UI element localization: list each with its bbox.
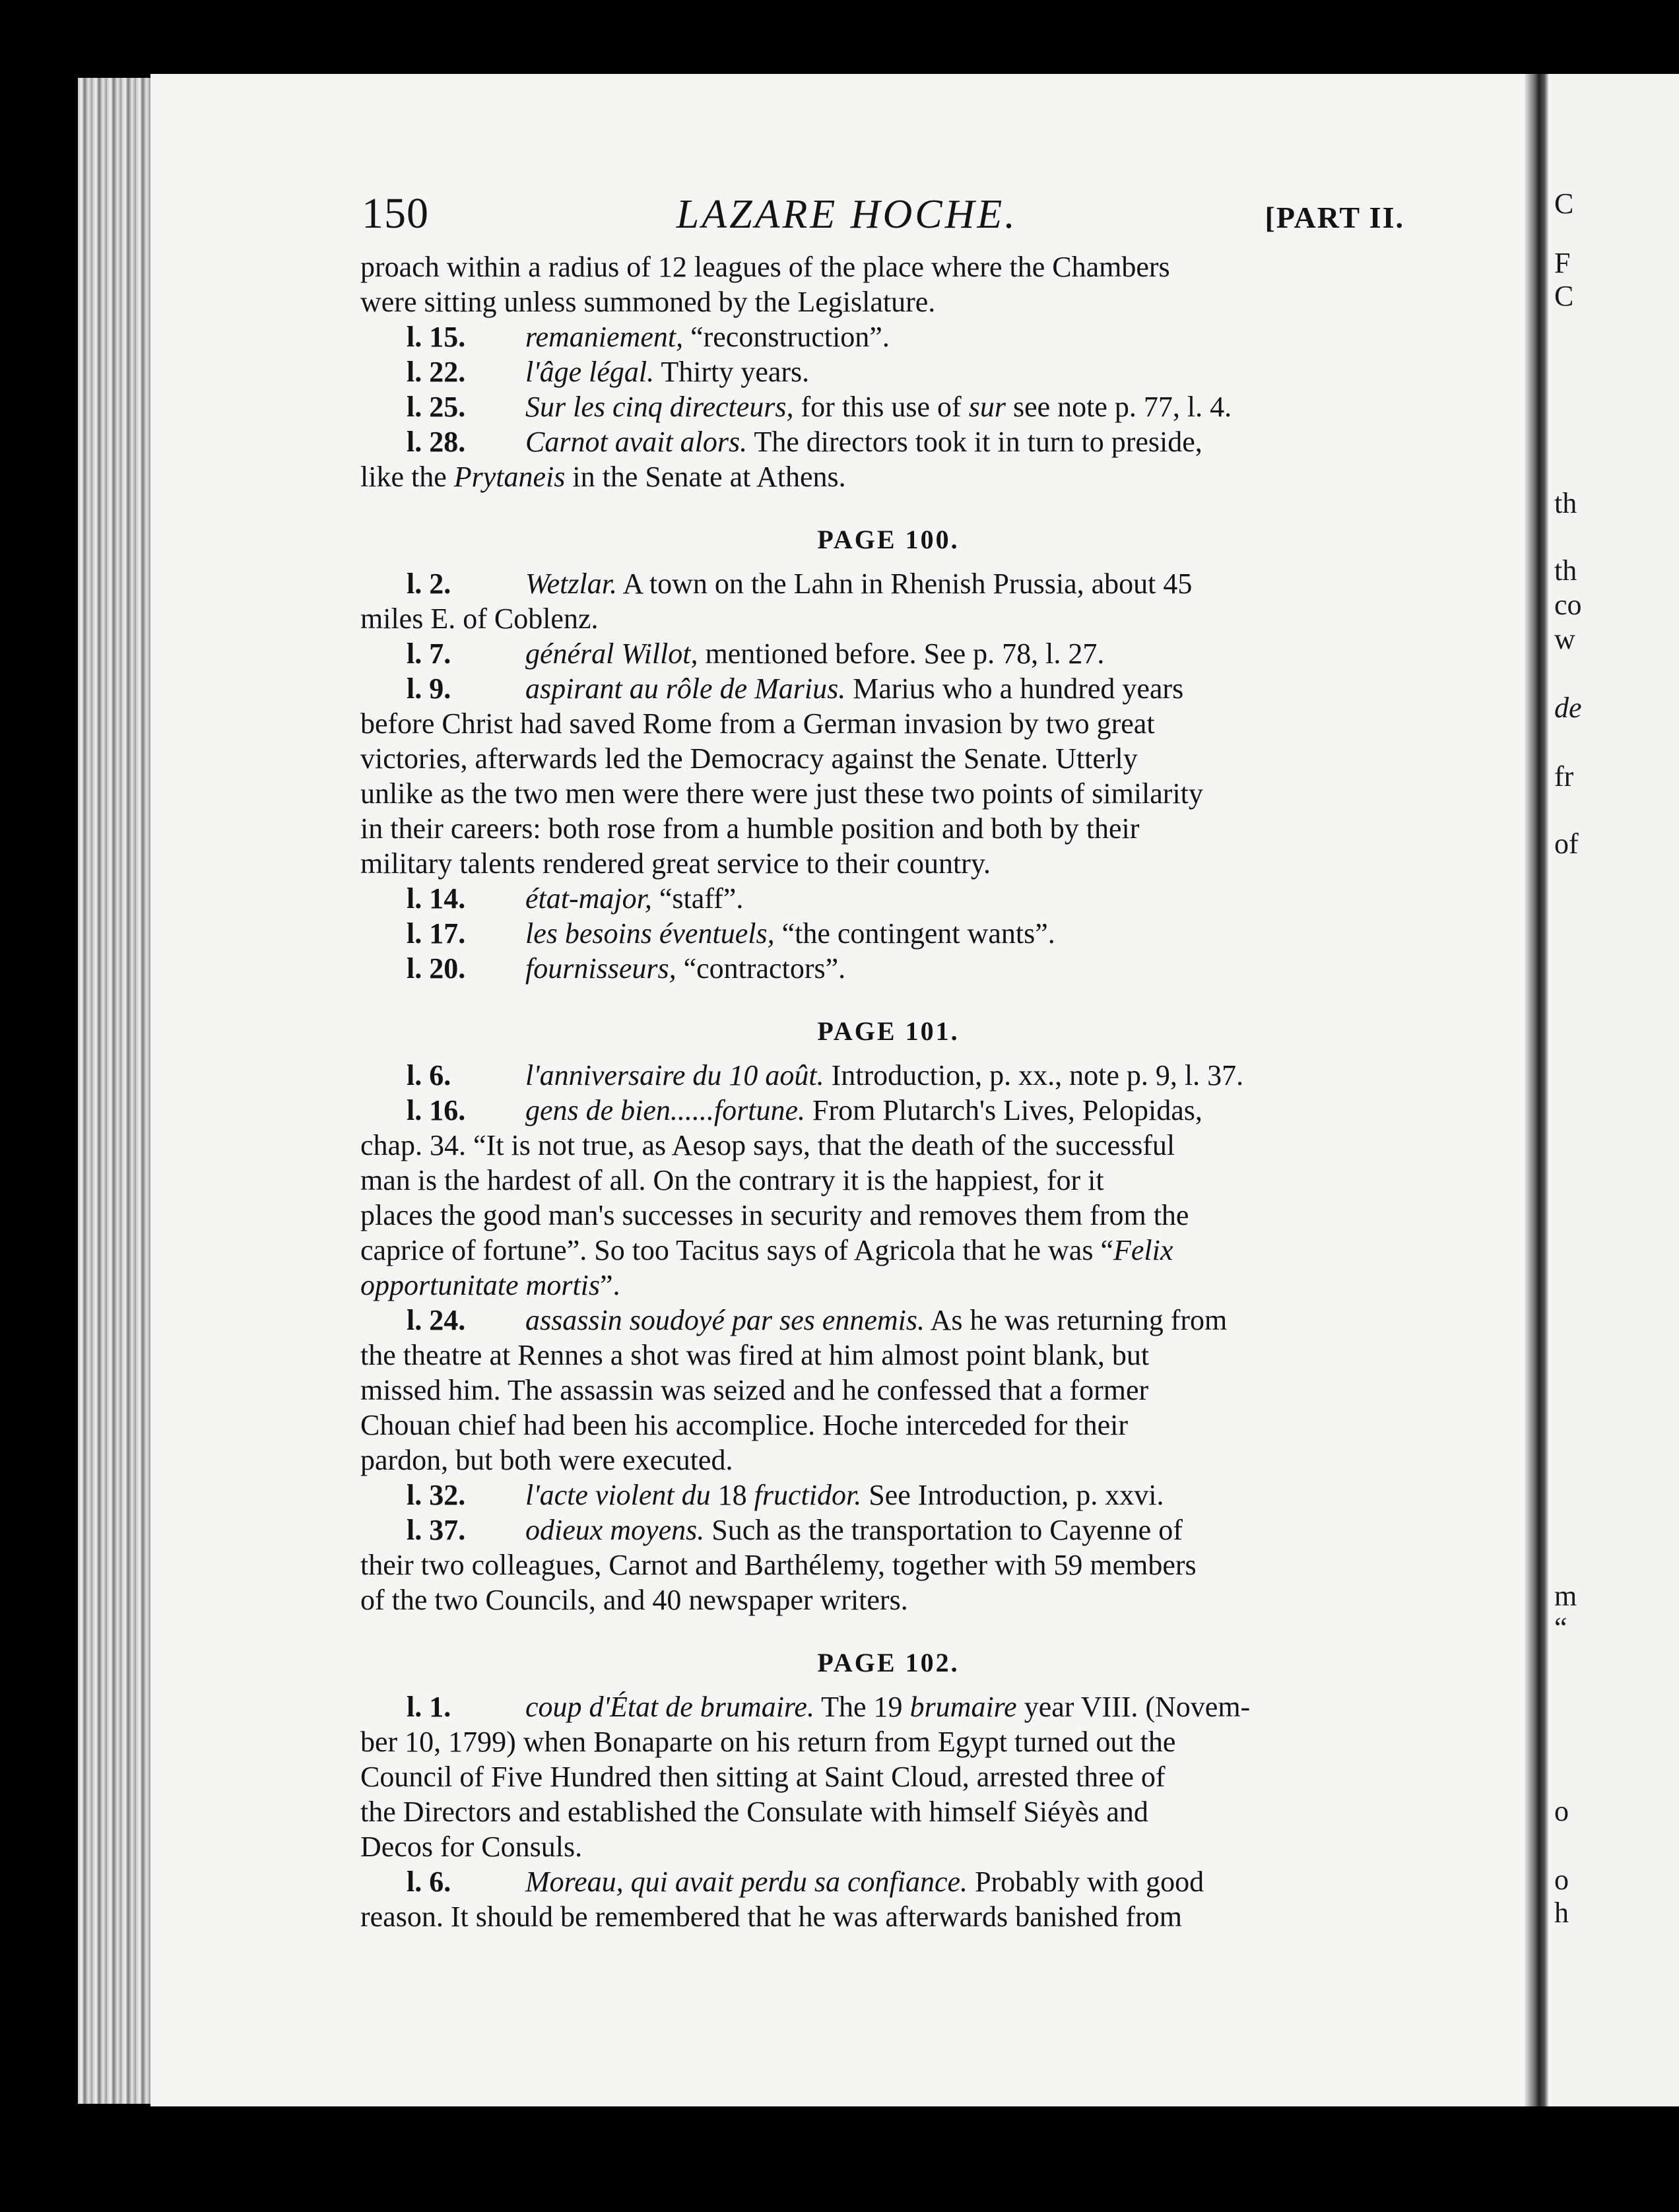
note-entry [360,566,1416,601]
line-ref: l. 1. [407,1691,451,1723]
note-text: for this use of [793,391,969,423]
continued-line: places the good man's successes in security and removes them from the [360,1199,1189,1231]
note-text: year VIII. (Novem- [1016,1691,1251,1723]
note-term: brumaire [909,1691,1017,1723]
continued-line: of the two Councils, and 40 newspaper writers. [360,1584,908,1616]
note-entry [360,319,1416,354]
note-entry [360,1513,1416,1547]
continued-line: the theatre at Rennes a shot was fired at him almost point blank, but [360,1339,1150,1371]
facing-page-fragment: th [1554,554,1577,587]
note-term: Moreau, qui avait perdu sa confiance. [525,1866,968,1898]
note-term: état-major, [525,882,652,915]
facing-page-fragment: F [1554,247,1571,279]
note-entry [360,1058,1416,1093]
continued-line: ber 10, 1799) when Bonaparte on his return from Egypt turned out the [360,1726,1176,1758]
continued-line: military talents rendered great service to their country. [360,847,991,880]
continued-line: victories, afterwards led the Democracy against the Senate. Utterly [360,742,1138,775]
note-text: 18 [710,1479,754,1511]
facing-page-fragment: h [1554,1897,1569,1929]
note-text: See Introduction, p. xxvi. [861,1479,1164,1511]
note-entry [360,671,1416,706]
note-text: Probably with good [968,1866,1204,1898]
line-ref: l. 14. [407,882,466,915]
line-ref: l. 9. [407,672,451,705]
continued-line: the Directors and established the Consulate with himself Siéyès and [360,1796,1148,1828]
note-text: The directors took it in turn to preside, [747,426,1202,458]
running-title: LAZARE HOCHE. [676,192,1018,237]
note-text: Introduction, p. xx., note p. 9, l. 37. [824,1059,1244,1091]
note-text: From Plutarch's Lives, Pelopidas, [805,1094,1202,1126]
note-term: les besoins éventuels, [525,917,775,950]
page-number: 150 [362,189,429,238]
note-entry [360,636,1416,671]
line-ref: l. 32. [407,1479,466,1511]
continued-line: in their careers: both rose from a humble position and both by their [360,812,1140,845]
notes-body [360,249,1416,1934]
line-ref: l. 24. [407,1304,466,1336]
note-entry [360,1864,1416,1899]
facing-page-fragment: o [1554,1864,1569,1896]
note-term: sur [968,391,1006,423]
line-ref: l. 15. [407,321,466,353]
facing-page-fragment: fr [1554,760,1574,793]
continued-line: chap. 34. “It is not true, as Aesop says, that the death of the successful [360,1129,1175,1161]
facing-page-fragment: m [1554,1580,1577,1612]
note-text: “contractors”. [676,952,846,985]
continued-line: miles E. of Coblenz. [360,602,599,635]
continued-line: proach within a radius of 12 leagues of the place where the Chambers [360,251,1170,283]
line-ref: l. 17. [407,917,466,950]
continued-line: missed him. The assassin was seized and he confessed that a former [360,1374,1149,1406]
note-term: odieux moyens. [525,1514,705,1546]
line-ref: l. 16. [407,1094,466,1126]
continued-line: caprice of fortune”. So too Tacitus says of Agricola that he was “Felix [360,1234,1173,1266]
note-text: As he was returning from [924,1304,1228,1336]
note-entry [360,916,1416,951]
note-entry [360,1689,1416,1724]
note-term: Carnot avait alors. [525,426,748,458]
continued-line: opportunitate mortis”. [360,1269,620,1301]
continued-line: before Christ had saved Rome from a German invasion by two great [360,707,1155,740]
note-entry [360,354,1416,389]
continued-line: unlike as the two men were there were just these two points of similarity [360,777,1203,810]
facing-page-fragment: co [1554,589,1582,621]
continued-line: Council of Five Hundred then sitting at Saint Cloud, arrested three of [360,1761,1166,1793]
note-entry [360,1478,1416,1513]
note-text: A town on the Lahn in Rhenish Prussia, about 45 [616,568,1193,600]
section-heading-page-101: PAGE 101. [817,1016,960,1046]
note-entry [360,1093,1416,1128]
note-term: fournisseurs, [525,952,676,985]
line-ref: l. 22. [407,356,466,388]
note-term: gens de bien......fortune. [525,1094,806,1126]
note-text: “staff”. [651,882,744,915]
continued-line: Decos for Consuls. [360,1831,583,1863]
note-term: l'anniversaire du 10 août. [525,1059,824,1091]
page-edges [78,78,150,2104]
facing-page-fragment: w [1554,623,1575,655]
running-head [362,189,1404,248]
note-text: Marius who a hundred years [845,672,1184,705]
part-label: [PART II. [1265,201,1404,234]
line-ref: l. 6. [407,1059,451,1091]
continued-line: Chouan chief had been his accomplice. Hoche interceded for their [360,1409,1129,1441]
line-ref: l. 37. [407,1514,466,1546]
line-ref: l. 2. [407,568,451,600]
note-entry [360,881,1416,916]
note-term: général Willot, [525,637,698,670]
continued-line: their two colleagues, Carnot and Barthélemy, together with 59 members [360,1549,1197,1581]
continued-line: reason. It should be remembered that he was afterwards banished from [360,1901,1182,1933]
note-term: Sur les cinq directeurs, [525,391,794,423]
line-ref: l. 28. [407,426,466,458]
note-term: remaniement, [525,321,684,353]
note-term: coup d'État de brumaire. [525,1691,814,1723]
note-term: fructidor. [754,1479,862,1511]
note-term: aspirant au rôle de Marius. [525,672,846,705]
note-text: Thirty years. [654,356,810,388]
note-text: Such as the transportation to Cayenne of [704,1514,1183,1546]
facing-page-fragment: of [1554,828,1579,860]
facing-page-fragment: C [1554,280,1574,312]
book-gutter [1525,74,1548,2106]
continued-line: man is the hardest of all. On the contrary it is the happiest, for it [360,1164,1104,1196]
line-ref: l. 20. [407,952,466,985]
continued-line: pardon, but both were executed. [360,1444,733,1476]
note-term: l'âge légal. [525,356,655,388]
note-text: see note p. 77, l. 4. [1005,391,1232,423]
note-text: mentioned before. See p. 78, l. 27. [698,637,1105,670]
facing-page-fragment: “ [1554,1611,1567,1644]
note-entry [360,424,1416,459]
note-entry [360,1303,1416,1338]
section-heading-page-100: PAGE 100. [817,525,960,554]
note-term: assassin soudoyé par ses ennemis. [525,1304,925,1336]
facing-page-fragment: de [1554,692,1582,724]
line-ref: l. 6. [407,1866,451,1898]
note-text: The 19 [814,1691,910,1723]
note-entry [360,951,1416,986]
continued-line: were sitting unless summoned by the Legislature. [360,286,936,318]
note-entry [360,389,1416,424]
facing-page-fragment: o [1554,1795,1569,1827]
section-heading-page-102: PAGE 102. [817,1648,960,1677]
note-term: l'acte violent du [525,1479,711,1511]
line-ref: l. 25. [407,391,466,423]
note-text: “reconstruction”. [683,321,890,353]
note-term: Wetzlar. [525,568,617,600]
continued-line: like the Prytaneis in the Senate at Athens. [360,461,846,493]
facing-page-fragment: C [1554,187,1574,220]
note-text: “the contingent wants”. [774,917,1055,950]
facing-page-fragment: th [1554,487,1577,519]
line-ref: l. 7. [407,637,451,670]
